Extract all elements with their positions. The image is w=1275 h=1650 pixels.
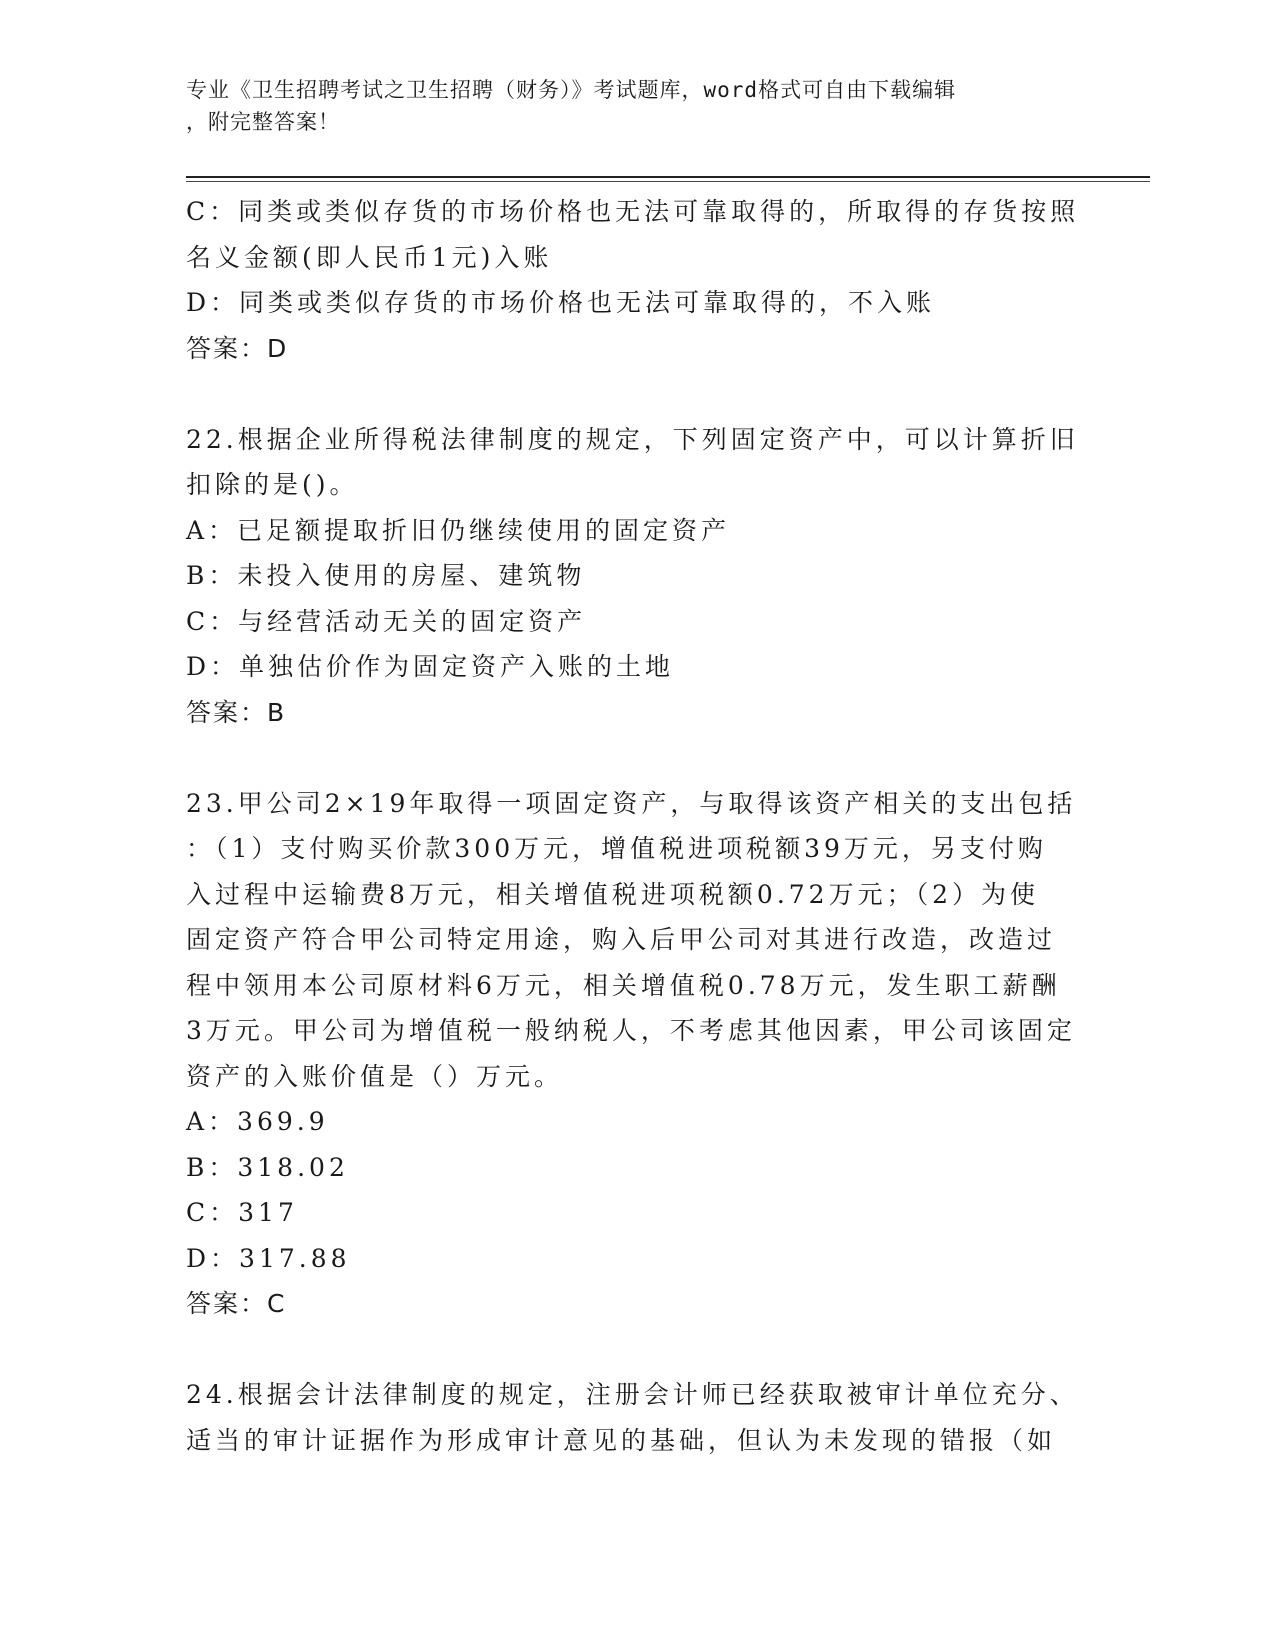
q22-option-a: A：已足额提取折旧仍继续使用的固定资产 (186, 515, 731, 545)
q22-answer: 答案：B (186, 697, 287, 727)
q22-stem-line-2: 扣除的是()。 (186, 470, 359, 499)
q21-option-c-line-1: C：同类或类似存货的市场价格也无法可靠取得的，所取得的存货按照 (186, 197, 1080, 226)
question-21-tail (186, 189, 1086, 371)
q21-option-c-line-2: 名义金额(即人民币1元)入账 (186, 242, 553, 272)
q23-stem-line-3: 入过程中运输费8万元，相关增值税进项税额0.72万元；（2）为使 (186, 879, 1039, 909)
q24-stem-line-1: 24.根据会计法律制度的规定，注册会计师已经获取被审计单位充分、 (186, 1380, 1079, 1409)
question-24 (186, 1372, 1086, 1463)
q22-option-b: B：未投入使用的房屋、建筑物 (186, 561, 586, 590)
q23-answer: 答案：C (186, 1289, 287, 1318)
q23-option-d: D：317.88 (186, 1243, 351, 1273)
q22-option-d: D：单独估价作为固定资产入账的土地 (186, 652, 675, 681)
q22-option-c: C：与经营活动无关的固定资产 (186, 606, 587, 636)
q23-stem-line-2: ：（1）支付购买价款300万元，增值税进项税额39万元，另支付购 (186, 834, 1047, 863)
question-content (186, 189, 1086, 1463)
spacer (186, 1327, 1086, 1373)
q22-stem-line-1: 22.根据企业所得税法律制度的规定，下列固定资产中，可以计算折旧 (186, 424, 1079, 454)
q24-stem-line-2: 适当的审计证据作为形成审计意见的基础，但认为未发现的错报（如 (186, 1425, 1057, 1455)
q23-stem-line-4: 固定资产符合甲公司特定用途，购入后甲公司对其进行改造，改造过 (186, 925, 1057, 954)
spacer (186, 371, 1086, 417)
spacer (186, 735, 1086, 781)
q23-stem-line-5: 程中领用本公司原材料6万元，相关增值税0.78万元，发生职工薪酬 (186, 970, 1061, 1000)
q23-stem-line-7: 资产的入账价值是（）万元。 (186, 1061, 564, 1091)
question-23 (186, 781, 1086, 1327)
q21-answer: 答案：D (186, 333, 289, 363)
q21-option-d: D：同类或类似存货的市场价格也无法可靠取得的，不入账 (186, 288, 936, 317)
q23-option-a: A：369.9 (186, 1107, 329, 1136)
question-22 (186, 417, 1086, 736)
document-header (186, 74, 1066, 138)
q23-stem-line-6: 3万元。甲公司为增值税一般纳税人，不考虑其他因素，甲公司该固定 (186, 1016, 1076, 1045)
header-line-2: ，附完整答案！ (186, 110, 340, 134)
header-line-1: 专业《卫生招聘考试之卫生招聘（财务）》考试题库，word格式可自由下载编辑 (186, 78, 957, 102)
q23-option-c: C：317 (186, 1198, 298, 1227)
header-rule-thin (186, 181, 1150, 182)
header-rule-thick (186, 176, 1150, 178)
q23-option-b: B：318.02 (186, 1152, 349, 1182)
q23-stem-line-1: 23.甲公司2×19年取得一项固定资产，与取得该资产相关的支出包括 (186, 788, 1077, 818)
